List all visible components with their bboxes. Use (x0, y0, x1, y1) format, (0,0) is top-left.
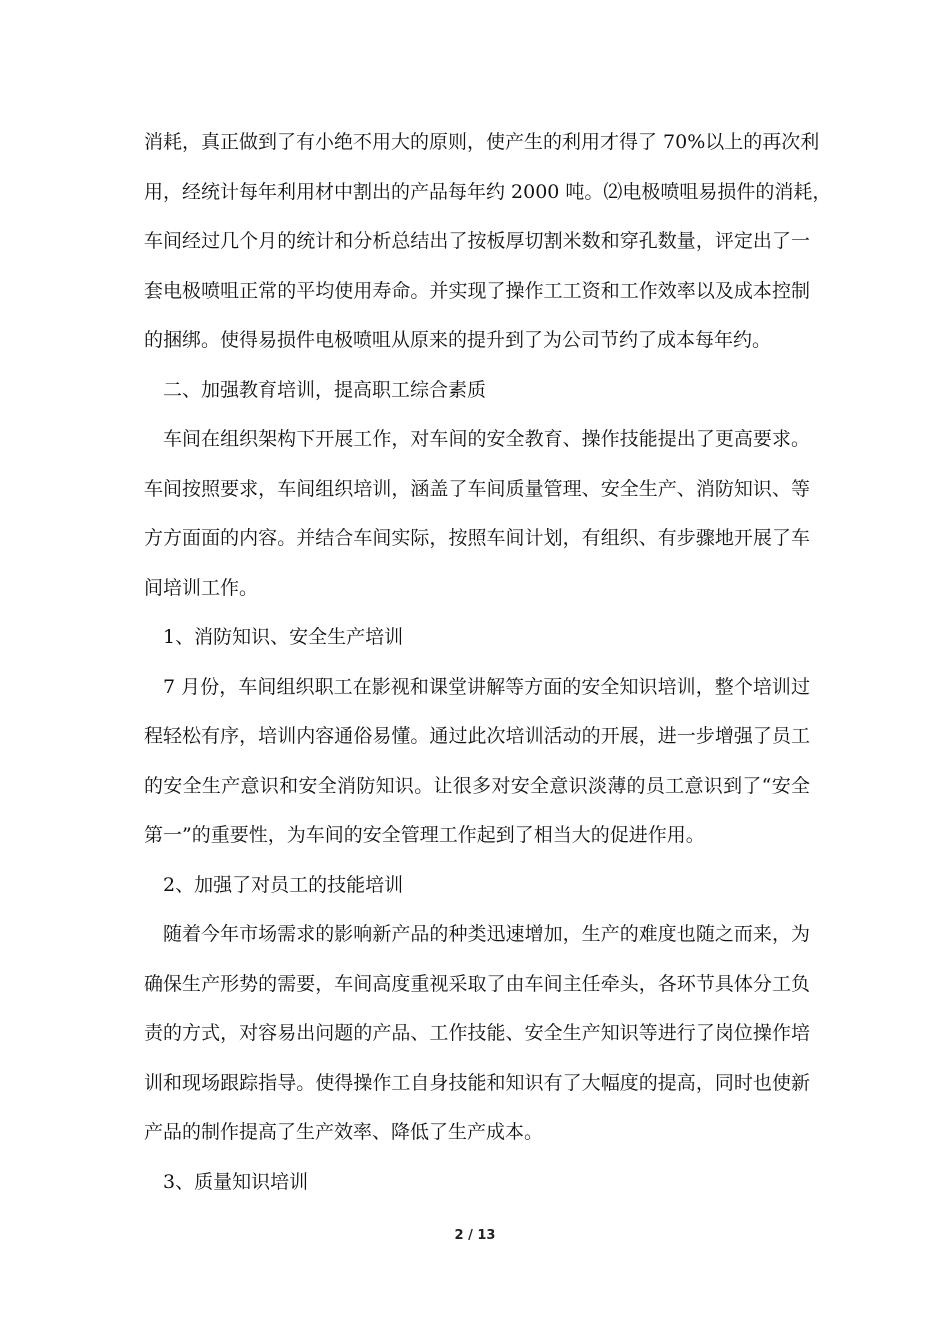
section-heading: 二、加强教育培训，提高职工综合素质 (163, 378, 487, 401)
paragraph-line: 训和现场跟踪指导。使得操作工自身技能和知识有了大幅度的提高，同时也使新 (144, 1071, 810, 1094)
paragraph-line: 车间经过几个月的统计和分析总结出了按板厚切割米数和穿孔数量，评定出了一 (144, 230, 810, 252)
paragraph-line: 的捆绑。使得易损件电极喷咀从原来的提升到了为公司节约了成本每年约。 (144, 329, 772, 351)
paragraph-line: 车间在组织架构下开展工作，对车间的安全教育、操作技能提出了更高要求。 (163, 428, 810, 450)
document-body (144, 118, 832, 1207)
page-number: 2 / 13 (454, 1228, 496, 1243)
subsection-heading: 2、加强了对员工的技能培训 (163, 873, 404, 896)
paragraph-line: 消耗，真正做到了有小绝不用大的原则，使产生的利用才得了 70%以上的再次利 (144, 131, 820, 153)
paragraph-line: 用，经统计每年利用材中割出的产品每年约 2000 吨。⑵电极喷咀易损件的消耗， (144, 180, 832, 203)
subsection-heading: 1、消防知识、安全生产培训 (163, 626, 404, 648)
paragraph-line: 7 月份，车间组织职工在影视和课堂讲解等方面的安全知识培训，整个培训过 (163, 675, 810, 698)
paragraph-line: 责的方式，对容易出问题的产品、工作技能、安全生产知识等进行了岗位操作培 (144, 1022, 810, 1044)
paragraph-line: 套电极喷咀正常的平均使用寿命。并实现了操作工工资和工作效率以及成本控制 (144, 279, 810, 302)
paragraph-line: 方方面面的内容。并结合车间实际，按照车间计划，有组织、有步骤地开展了车 (144, 527, 810, 549)
paragraph-line: 程轻松有序，培训内容通俗易懂。通过此次培训活动的开展，进一步增强了员工 (144, 725, 810, 747)
paragraph-line: 车间按照要求，车间组织培训，涵盖了车间质量管理、安全生产、消防知识、等 (144, 477, 810, 500)
paragraph-line: 产品的制作提高了生产效率、降低了生产成本。 (144, 1121, 544, 1143)
paragraph-line: 的安全生产意识和安全消防知识。让很多对安全意识淡薄的员工意识到了“安全 (144, 774, 810, 797)
paragraph-line: 间培训工作。 (144, 576, 259, 599)
paragraph-line: 随着今年市场需求的影响新产品的种类迅速增加，生产的难度也随之而来，为 (163, 923, 810, 945)
subsection-heading: 3、质量知识培训 (163, 1170, 309, 1193)
paragraph-line: 确保生产形势的需要，车间高度重视采取了由车间主任牵头，各环节具体分工负 (144, 972, 810, 995)
paragraph-line: 第一”的重要性，为车间的安全管理工作起到了相当大的促进作用。 (144, 824, 705, 846)
